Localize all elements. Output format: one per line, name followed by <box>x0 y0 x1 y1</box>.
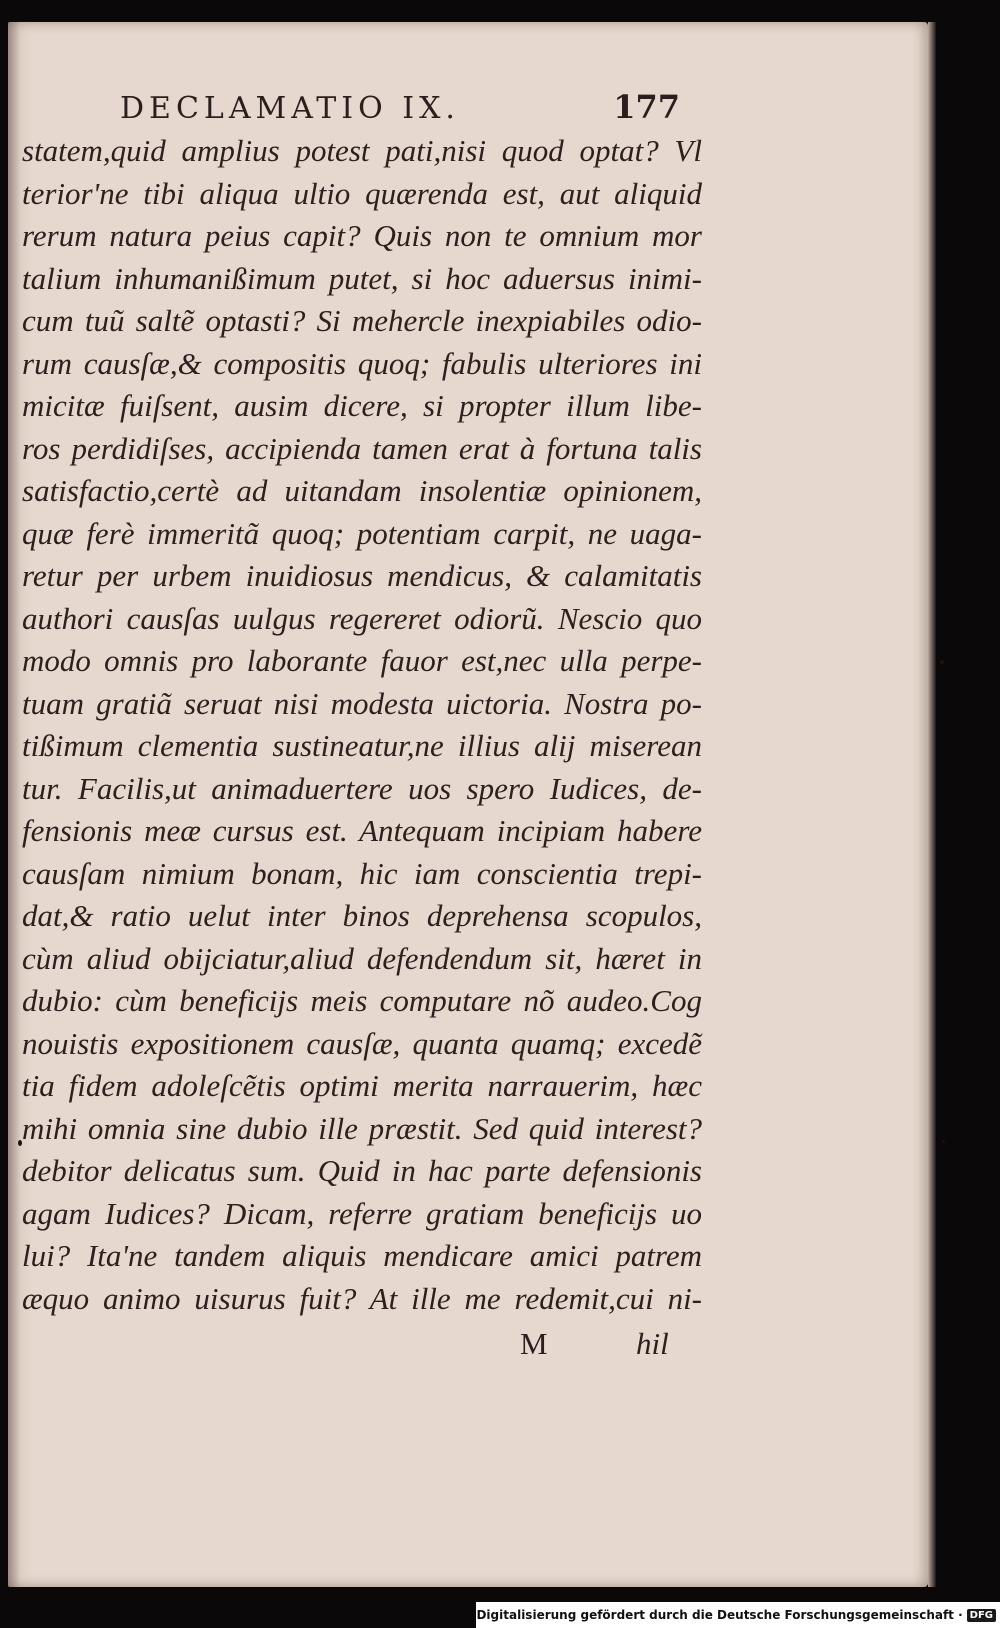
text-line: cùm aliud obijciatur,aliud defendendum sit, hæret in <box>22 940 702 976</box>
text-line: satisfactio,certè ad uitandam insolentiæ opinionem, <box>22 473 702 508</box>
body-text <box>22 130 702 1320</box>
funding-credit: Digitalisierung gefördert durch die Deutsche Forschungsgemeinschaft · <box>476 1608 963 1622</box>
text-line: lui? Ita'ne tandem aliquis mendicare amici patrem <box>22 1238 702 1273</box>
text-line: rum causſæ,& compositis quoq; fabulis ulteriores ini <box>22 345 702 381</box>
text-line: æquo animo uisurus fuit? At ille me redemit,cui ni- <box>22 1280 702 1316</box>
text-line: cum tuũ saltẽ optasti? Si mehercle inexpiabiles odio- <box>22 303 702 338</box>
text-line: dubio: cùm beneficijs meis computare nõ audeo.Cog <box>22 983 702 1018</box>
text-line: micitæ fuiſsent, ausim dicere, si propter illum libe- <box>22 388 702 423</box>
text-line: authori causſas uulgus regereret odiorũ. Nescio quo <box>22 600 702 636</box>
page-header <box>120 88 680 132</box>
dfg-logo: DFG <box>967 1609 996 1622</box>
running-head: DECLAMATIO IX. <box>120 91 460 126</box>
text-line: agam Iudices? Dicam, referre gratiam beneficijs uo <box>22 1195 702 1231</box>
text-line: debitor delicatus sum. Quid in hac parte defensionis <box>22 1153 702 1188</box>
text-line: mihi omnia sine dubio ille præstit. Sed quid interest? <box>22 1110 702 1146</box>
dust-speck <box>940 660 944 664</box>
text-line: tur. Facilis,ut animaduertere uos spero Iudices, de- <box>22 770 702 806</box>
text-line: dat,& ratio uelut inter binos deprehensa scopulos, <box>22 898 702 933</box>
text-line: tißimum clementia sustineatur,ne illius alij miserean <box>22 728 702 763</box>
text-line: rerum natura peius capit? Quis non te omnium mor <box>22 218 702 253</box>
text-line: retur per urbem inuidiosus mendicus, & calamitatis <box>22 558 702 593</box>
text-line: talium inhumanißimum putet, si hoc aduersus inimi- <box>22 260 702 296</box>
page-gutter-shadow <box>8 22 20 1587</box>
dust-speck <box>942 1140 945 1143</box>
digitization-footer <box>476 1602 1000 1628</box>
catchword: hil <box>636 1326 669 1361</box>
text-line: nouistis expositionem causſæ, quanta quamq; excedẽ <box>22 1025 702 1061</box>
catchline <box>22 1326 702 1368</box>
text-line: ros perdidiſses, accipienda tamen erat à fortuna talis <box>22 430 702 466</box>
page-number: 177 <box>613 88 680 126</box>
page-edge <box>928 22 936 1587</box>
text-line: quæ ferè immeritã quoq; potentiam carpit, ne uaga- <box>22 515 702 551</box>
text-line: causſam nimium bonam, hic iam conscientia trepi- <box>22 855 702 891</box>
text-line: fensionis meæ cursus est. Antequam incipiam habere <box>22 813 702 848</box>
text-line: terior'ne tibi aliqua ultio quærenda est, aut aliquid <box>22 175 702 211</box>
signature-mark: M <box>520 1326 550 1361</box>
text-line: tuam gratiã seruat nisi modesta uictoria. Nostra po- <box>22 685 702 721</box>
text-line: tia fidem adoleſcẽtis optimi merita narrauerim, hæc <box>22 1068 702 1103</box>
text-line: statem,quid amplius potest pati,nisi quod optat? Vl <box>22 133 702 168</box>
text-line: modo omnis pro laborante fauor est,nec ulla perpe- <box>22 643 702 678</box>
